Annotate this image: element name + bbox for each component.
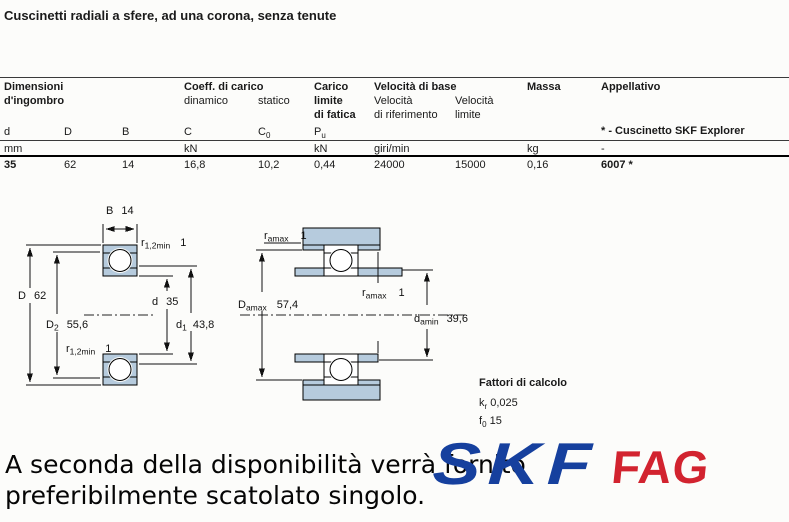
table-top-rule	[0, 77, 789, 78]
col-carico-line3: di fatica	[314, 109, 356, 121]
ball-top	[109, 250, 131, 272]
bearing-cross-section-drawing	[18, 205, 214, 385]
unit-kn-2: kN	[314, 143, 328, 155]
value-massa: 0,16	[527, 159, 549, 171]
unit-mm: mm	[4, 143, 23, 155]
subcol-vrif-line1: Velocità	[374, 95, 413, 107]
fag-logo: FAG	[609, 441, 713, 493]
symbol-d: d	[4, 126, 11, 138]
bearing-technical-drawings	[0, 195, 480, 430]
factor-f0: $f_0$ 15	[479, 415, 502, 430]
label-damin: $d_{amin}$ 39,6	[414, 313, 468, 327]
value-od-D: 62	[64, 159, 77, 171]
symbol-C0: $C_0$	[258, 126, 271, 141]
value-width-B: 14	[122, 159, 135, 171]
value-designation: 6007 *	[601, 159, 633, 171]
explorer-note: * - Cuscinetto SKF Explorer	[601, 125, 745, 137]
availability-note-line1: A seconda della disponibilità verrà fornito	[5, 450, 526, 479]
subcol-vrif-line2: di riferimento	[374, 109, 438, 121]
symbol-D: D	[64, 126, 72, 138]
symbol-Pu: $P_u$	[314, 126, 326, 141]
label-ramax-mid: $r_{amax}$ 1	[362, 287, 405, 301]
subcol-vlim-line1: Velocità	[455, 95, 494, 107]
calculation-factors-title: Fattori di calcolo	[479, 377, 568, 389]
skf-logo: SKF	[431, 431, 601, 497]
label-Damax: $D_{amax}$ 57,4	[238, 299, 299, 313]
label-bore-d: d 35	[152, 296, 179, 308]
value-Pu: 0,44	[314, 159, 336, 171]
label-r12min-top: $r_{1,2min}$ 1	[141, 237, 187, 251]
bearing-mounting-drawing	[238, 228, 468, 400]
label-d1: $d_1$ 43,8	[176, 319, 215, 333]
label-width-B: B 14	[106, 205, 134, 217]
value-C: 16,8	[184, 159, 206, 171]
availability-note-line2: preferibilmente scatolato singolo.	[5, 481, 426, 510]
col-appellativo-title: Appellativo	[601, 81, 661, 93]
ball-bottom	[109, 359, 131, 381]
col-carico-line1: Carico	[314, 81, 349, 93]
unit-dash: -	[601, 143, 605, 155]
unit-kn-1: kN	[184, 143, 198, 155]
table-mid-rule	[0, 140, 789, 141]
page-title: Cuscinetti radiali a sfere, ad una corona, senza tenute	[4, 8, 337, 23]
subcol-vlim-line2: limite	[455, 109, 481, 121]
label-ramax-top: $r_{amax}$ 1	[264, 230, 307, 244]
unit-kg: kg	[527, 143, 539, 155]
subcol-statico: statico	[258, 95, 290, 107]
label-D: D 62	[18, 290, 47, 302]
label-D2: $D_2$ 55,6	[46, 319, 89, 333]
value-C0: 10,2	[258, 159, 280, 171]
value-v-limite: 15000	[455, 159, 486, 171]
unit-girimin: giri/min	[374, 143, 410, 155]
subcol-dinamico: dinamico	[184, 95, 229, 107]
col-dimensioni-line2: d'ingombro	[4, 95, 65, 107]
calculation-factors	[479, 376, 567, 432]
col-coeff-title: Coeff. di carico	[184, 81, 264, 93]
col-dimensioni-line1: Dimensioni	[4, 81, 64, 93]
symbol-C: C	[184, 126, 192, 138]
value-bore-d: 35	[4, 159, 17, 171]
factor-kr: $k_r$ 0,025	[479, 397, 518, 412]
col-velocita-title: Velocità di base	[374, 81, 457, 93]
symbol-B: B	[122, 126, 130, 138]
col-massa-title: Massa	[527, 81, 561, 93]
value-v-riferimento: 24000	[374, 159, 405, 171]
label-r12min-bottom: $r_{1,2min}$ 1	[66, 343, 112, 357]
col-carico-line2: limite	[314, 95, 343, 107]
